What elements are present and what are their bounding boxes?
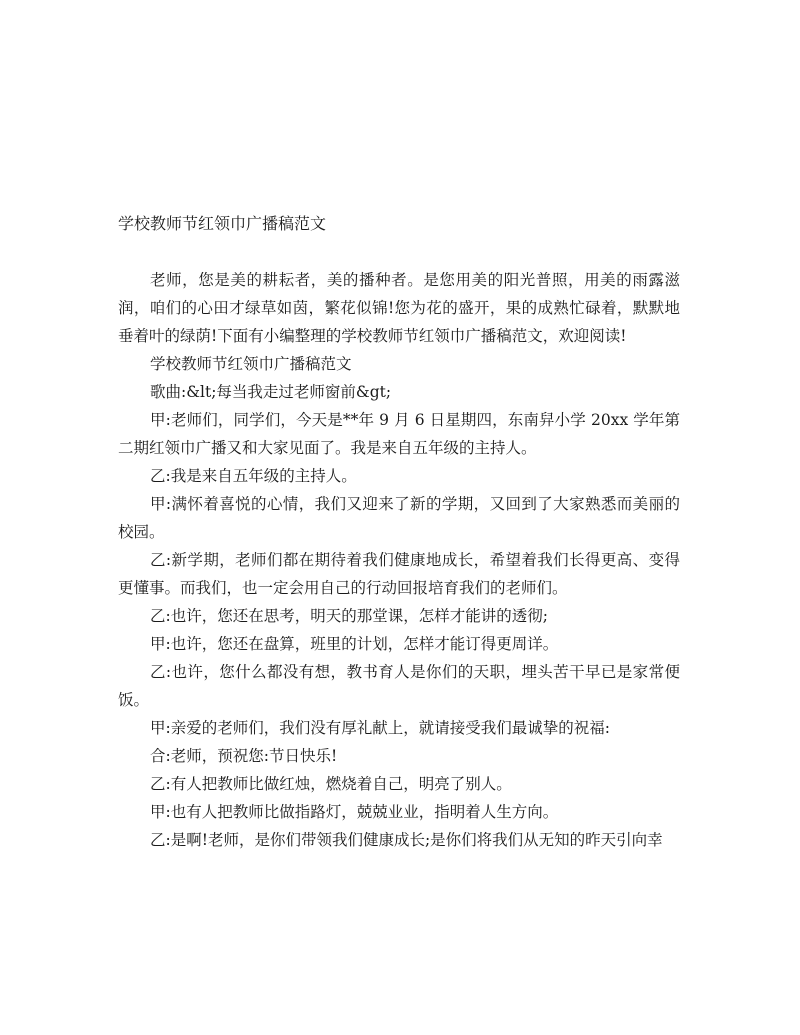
paragraph: 乙:新学期，老师们都在期待着我们健康地成长，希望着我们长得更高、变得更懂事。而我们，也一定会用自己的行动回报培育我们的老师们。 — [118, 551, 680, 597]
paragraph: 甲:也有人把教师比做指路灯，兢兢业业，指明着人生方向。 — [150, 803, 559, 821]
paragraph: 学校教师节红领巾广播稿范文 — [150, 355, 352, 373]
paragraph: 老师，您是美的耕耘者，美的播种者。是您用美的阳光普照，用美的雨露滋润，咱们的心田才绿草如茵，繁花似锦!您为花的盛开，果的成熟忙碌着，默默地垂着叶的绿荫!下面有小编整理的学校教师节红领巾广播稿范文，欢迎阅读! — [118, 271, 680, 345]
document-title: 学校教师节红领巾广播稿范文 — [118, 214, 327, 233]
paragraph: 乙:是啊!老师，是你们带领我们健康成长;是你们将我们从无知的昨天引向幸 — [150, 831, 663, 849]
paragraph: 乙:我是来自五年级的主持人。 — [150, 467, 357, 485]
paragraph: 乙:也许，您还在思考，明天的那堂课，怎样才能讲的透彻; — [150, 607, 548, 625]
paragraph: 合:老师，预祝您:节日快乐! — [150, 747, 338, 765]
paragraph: 甲:也许，您还在盘算，班里的计划，怎样才能订得更周详。 — [150, 635, 559, 653]
paragraph: 甲:满怀着喜悦的心情，我们又迎来了新的学期，又回到了大家熟悉而美丽的校园。 — [118, 495, 680, 541]
document-body — [118, 266, 680, 854]
paragraph: 甲:亲爱的老师们，我们没有厚礼献上，就请接受我们最诚挚的祝福: — [150, 719, 610, 737]
paragraph: 甲:老师们，同学们，今天是**年 9 月 6 日星期四，东南舁小学 20xx 学年第二期红领巾广播又和大家见面了。我是来自五年级的主持人。 — [118, 411, 680, 457]
paragraph: 乙:也许，您什么都没有想，教书育人是你们的天职，埋头苦干早已是家常便饭。 — [118, 663, 680, 709]
paragraph: 乙:有人把教师比做红烛，燃烧着自己，明亮了别人。 — [150, 775, 512, 793]
paragraph: 歌曲:&lt;每当我走过老师窗前&gt; — [150, 383, 392, 401]
